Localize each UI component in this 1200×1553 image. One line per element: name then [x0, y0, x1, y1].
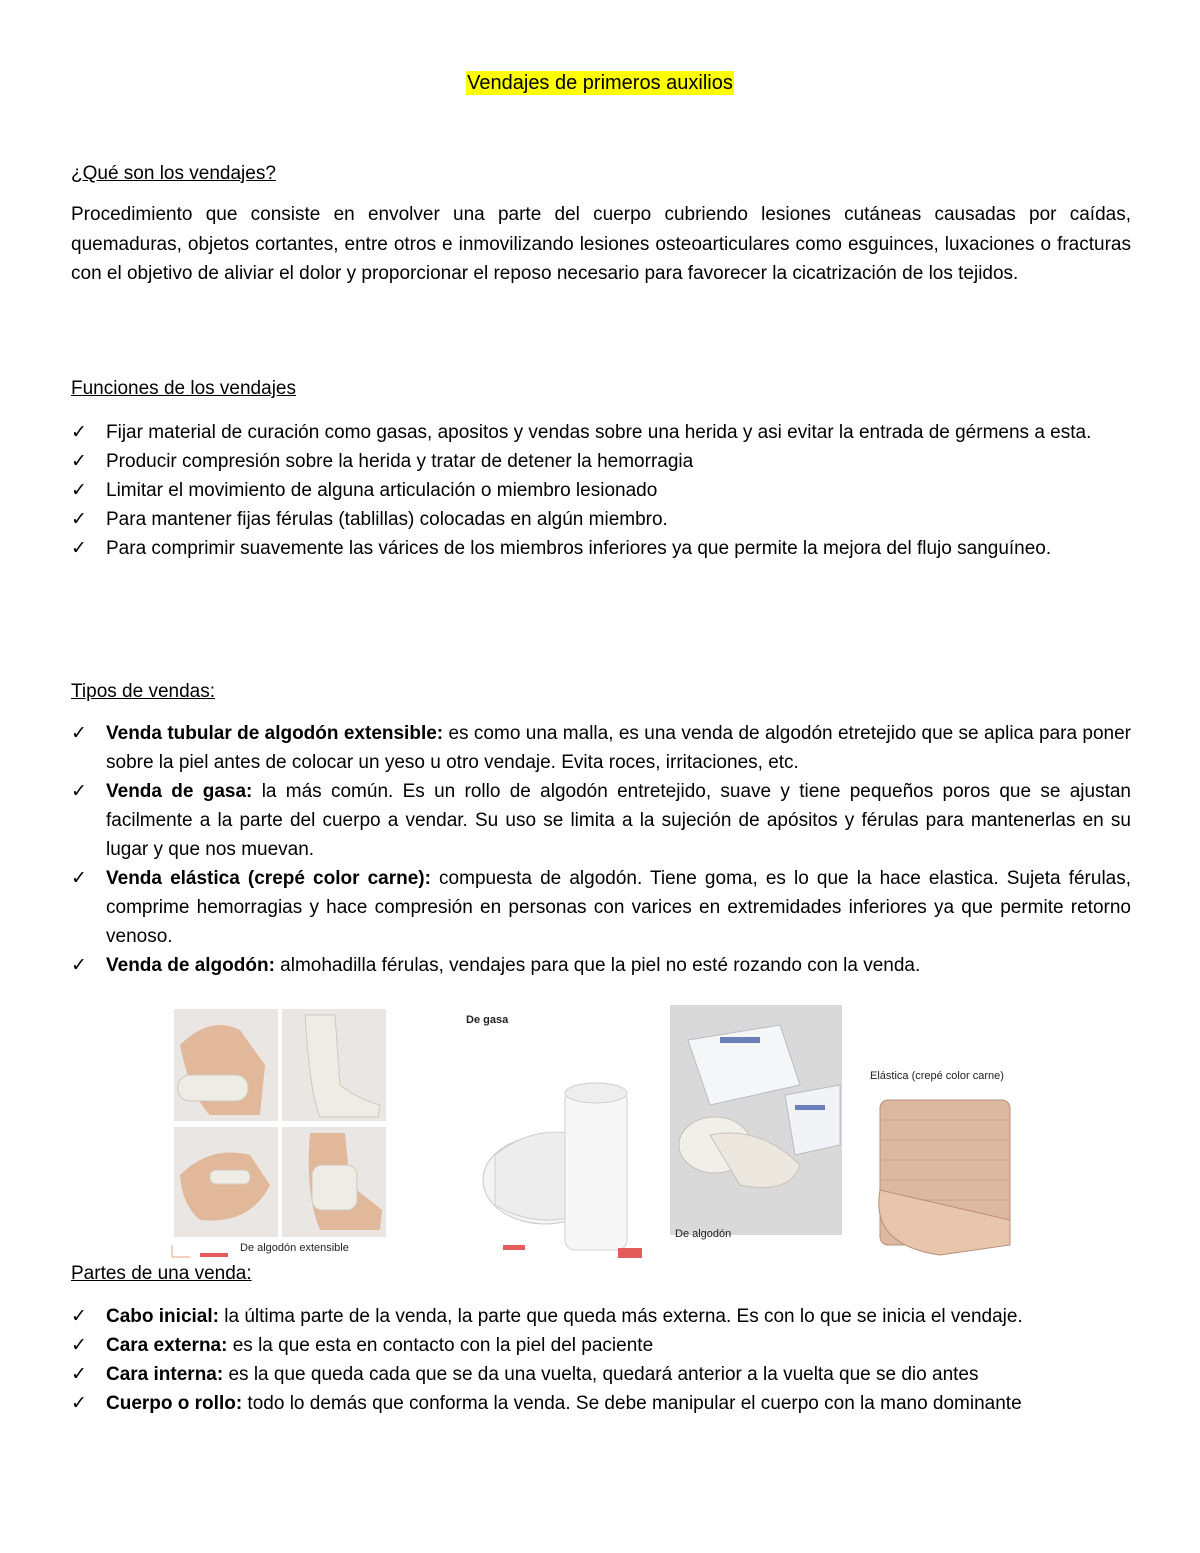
check-icon: ✓	[71, 1334, 87, 1356]
list-item	[71, 1331, 1131, 1360]
partes-list	[71, 1302, 1131, 1418]
title-text: Vendajes de primeros auxilios	[467, 72, 733, 94]
list-item-term: Cabo inicial:	[106, 1306, 219, 1327]
list-item-text: Limitar el movimiento de alguna articulación o miembro lesionado	[106, 480, 658, 501]
list-item	[71, 864, 1131, 951]
list-item	[71, 447, 1131, 476]
list-item	[71, 1360, 1131, 1389]
check-icon: ✓	[71, 537, 87, 559]
list-item-text: todo lo demás que conforma la venda. Se debe manipular el cuerpo con la mano dominante	[242, 1393, 1022, 1414]
list-item-term: Cuerpo o rollo:	[106, 1393, 243, 1414]
list-item	[71, 476, 1131, 505]
check-icon: ✓	[71, 1305, 87, 1327]
section-paragraph-que-son: Procedimiento que consiste en envolver una parte del cuerpo cubriendo lesiones cutáneas causadas por caídas, quemaduras, objetos cortantes, entre otros e inmovilizando lesiones osteoarticulares como esguinces, luxaciones o fracturas con el objetivo de aliviar el dolor y proporcionar el reposo necesario para favorecer la cicatrización de los tejidos.	[71, 204, 1131, 284]
tipos-list	[71, 719, 1131, 980]
check-icon: ✓	[71, 722, 87, 744]
check-icon: ✓	[71, 450, 87, 472]
list-item	[71, 534, 1131, 563]
list-item	[71, 1302, 1131, 1331]
list-item-text: Para comprimir suavemente las várices de los miembros inferiores ya que permite la mejora del flujo sanguíneo.	[106, 538, 1052, 559]
page-title	[0, 72, 1200, 95]
list-item-text: Fijar material de curación como gasas, apositos y vendas sobre una herida y asi evitar la entrada de gérmens a esta.	[106, 422, 1092, 443]
list-item	[71, 1389, 1131, 1418]
check-icon: ✓	[71, 867, 87, 889]
list-item-text: es la que queda cada que se da una vuelta, quedará anterior a la vuelta que se dio antes	[223, 1364, 979, 1385]
check-icon: ✓	[71, 508, 87, 530]
funciones-list	[71, 418, 1131, 563]
list-item-term: Venda tubular de algodón extensible:	[106, 723, 444, 744]
tubular-bandage-image	[170, 1005, 388, 1260]
list-item-text: es la que esta en contacto con la piel del paciente	[227, 1335, 654, 1356]
list-item	[71, 719, 1131, 777]
list-item-term: Cara interna:	[106, 1364, 224, 1385]
section-heading-que-son: ¿Qué son los vendajes?	[71, 163, 276, 184]
check-icon: ✓	[71, 421, 87, 443]
list-item-text: Producir compresión sobre la herida y tratar de detener la hemorragia	[106, 451, 694, 472]
cotton-bandage-image	[670, 1005, 842, 1235]
list-item-text: es como una malla, es una venda de algodón etretejido que se aplica para poner sobre la piel antes de colocar un yeso u otro vendaje. Evita roces, irritaciones, etc.	[106, 723, 1131, 773]
caption-elastica: Elástica (crepé color carne)	[870, 1070, 1004, 1082]
list-item-text: la última parte de la venda, la parte que queda más externa. Es con lo que se inicia el vendaje.	[218, 1306, 1023, 1327]
caption-algodon: De algodón	[675, 1228, 732, 1240]
gauze-bandage-image	[455, 1005, 665, 1260]
list-item-term: Venda elástica (crepé color carne):	[106, 868, 431, 889]
list-item-text: compuesta de algodón. Tiene goma, es lo que la hace elastica. Sujeta férulas, comprime hemorragias y hace compresión en personas con varices en extremidades inferiores ya que permite retorno venoso.	[106, 868, 1132, 947]
section-heading-partes: Partes de una venda:	[71, 1263, 252, 1284]
list-item	[71, 777, 1131, 864]
list-item-term: Venda de gasa:	[106, 781, 253, 802]
section-heading-funciones: Funciones de los vendajes	[71, 378, 296, 399]
section-heading-tipos: Tipos de vendas:	[71, 681, 215, 702]
check-icon: ✓	[71, 1363, 87, 1385]
caption-tubular: De algodón extensible	[240, 1242, 349, 1254]
red-mark	[618, 1248, 642, 1258]
caption-gasa: De gasa	[466, 1014, 509, 1026]
check-icon: ✓	[71, 1392, 87, 1414]
list-item-text: la más común. Es un rollo de algodón entretejido, suave y tiene pequeños poros que se ajustan facilmente a la parte del cuerpo a vendar. Su uso se limita a la sujeción de apósitos y férulas para mantenerlas en su lugar y que nos muevan.	[106, 781, 1131, 860]
list-item-text: Para mantener fijas férulas (tablillas) colocadas en algún miembro.	[106, 509, 668, 530]
bandage-types-figure	[170, 1000, 1030, 1265]
check-icon: ✓	[71, 479, 87, 501]
list-item-text: almohadilla férulas, vendajes para que la piel no esté rozando con la venda.	[274, 955, 921, 976]
list-item-term: Venda de algodón:	[106, 955, 275, 976]
list-item	[71, 505, 1131, 534]
list-item	[71, 418, 1131, 447]
list-item	[71, 951, 1131, 980]
check-icon: ✓	[71, 954, 87, 976]
check-icon: ✓	[71, 780, 87, 802]
list-item-term: Cara externa:	[106, 1335, 228, 1356]
